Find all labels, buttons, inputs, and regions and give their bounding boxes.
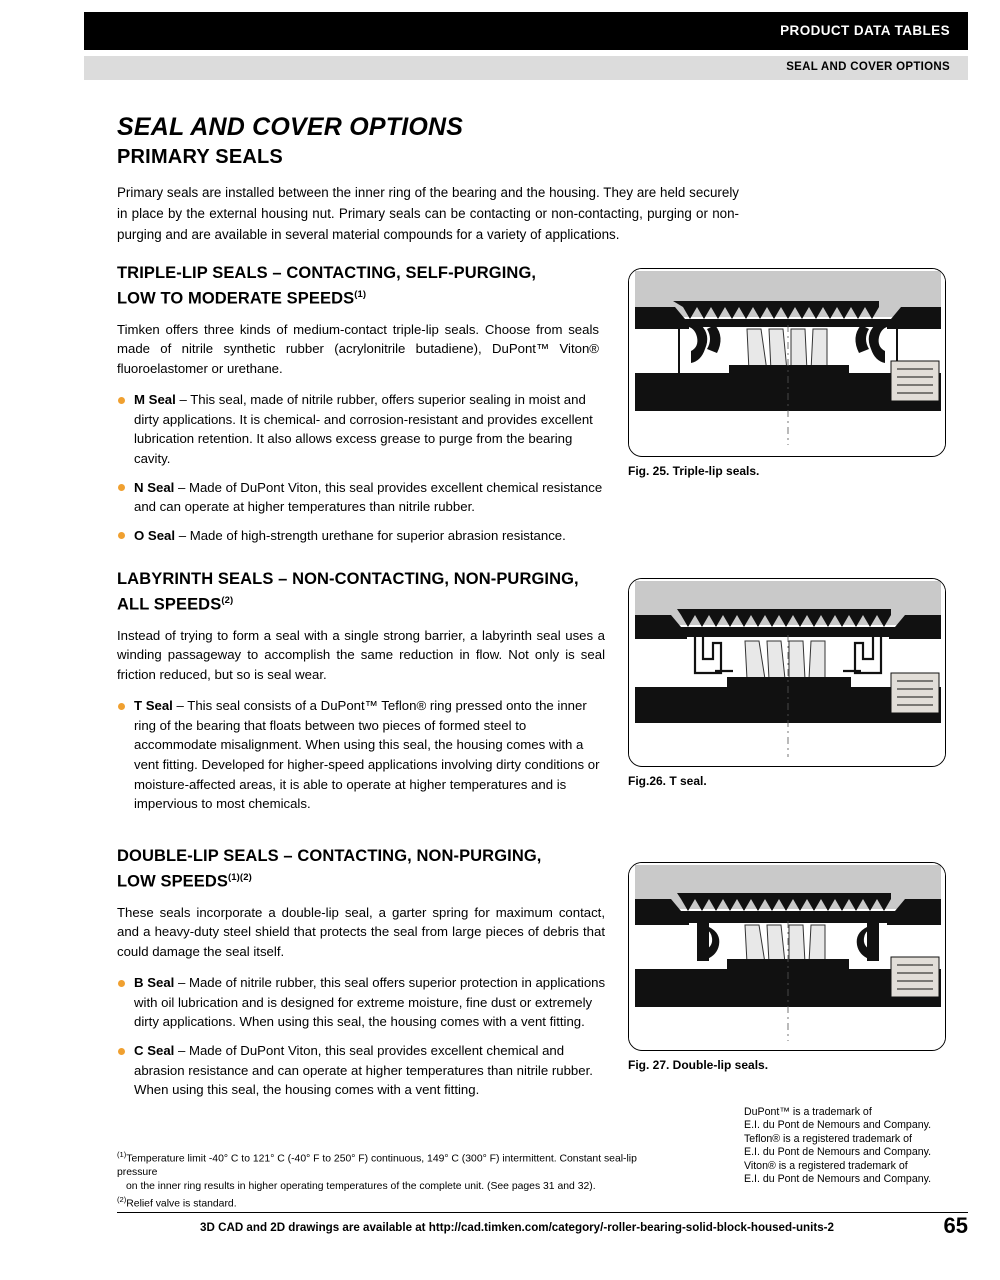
figure-triple-lip-seals <box>628 268 946 478</box>
bullet-label: B Seal <box>134 975 175 991</box>
section-heading <box>117 845 609 893</box>
section-heading-line1: DOUBLE-LIP SEALS – CONTACTING, NON-PURGING, <box>117 847 542 865</box>
triple-lip-seal-diagram <box>629 269 946 451</box>
header-subtitle: SEAL AND COVER OPTIONS <box>786 61 950 73</box>
bullet-label: M Seal <box>134 392 176 408</box>
bullet-label: T Seal <box>134 698 173 714</box>
header-subbar <box>84 56 968 80</box>
footnote-2 <box>117 1193 665 1211</box>
figure-caption: Fig. 25. Triple-lip seals. <box>628 464 760 478</box>
footnote-1-line1: Temperature limit -40° C to 121° C (-40° F to 250° F) continuous, 149° C (300° F) intermittent. Constant seal-lip pressure <box>117 1153 637 1179</box>
trademark-notice <box>744 1106 974 1186</box>
bullet-text: – This seal, made of nitrile rubber, offers superior sealing in moist and dirty applications. It is chemical- and corrosion-resistant and provides excellent lubrication retention. It also allows excess grease to purge from the bearing cavity. <box>134 392 593 467</box>
section-heading-line2: LOW TO MODERATE SPEEDS <box>117 289 355 308</box>
section-double-lip-seals <box>117 845 609 1109</box>
section-heading-footnote-ref: (1) <box>354 289 367 300</box>
trademark-line: E.I. du Pont de Nemours and Company. <box>744 1146 932 1159</box>
trademark-line: E.I. du Pont de Nemours and Company. <box>744 1173 932 1186</box>
section-heading <box>117 262 609 310</box>
section-body: Instead of trying to form a seal with a single strong barrier, a labyrinth seal uses a winding passageway to accomplish the same reduction in flow. Not only is seal friction reduced, but so is seal wear. <box>117 627 605 682</box>
figure-t-seal <box>628 578 946 788</box>
section-heading-line1: TRIPLE-LIP SEALS – CONTACTING, SELF-PURGING, <box>117 264 537 282</box>
section-bullet-list <box>117 390 609 545</box>
trademark-line: E.I. du Pont de Nemours and Company. <box>744 1119 932 1132</box>
footnote-2-text: Relief valve is standard. <box>126 1198 237 1210</box>
section-labyrinth-seals <box>117 568 609 823</box>
header-title: PRODUCT DATA TABLES <box>780 23 950 38</box>
footnote-1 <box>117 1148 665 1193</box>
section-heading-footnote-ref: (2) <box>221 595 234 606</box>
page-number: 65 <box>943 1213 968 1238</box>
figure-image-frame <box>628 862 946 1051</box>
bullet-label: O Seal <box>134 527 176 543</box>
bullet-label: N Seal <box>134 479 175 495</box>
t-seal-diagram <box>629 579 946 761</box>
section-heading-line2: ALL SPEEDS <box>117 595 222 614</box>
section-heading <box>117 568 609 616</box>
double-lip-seal-diagram <box>629 863 946 1045</box>
list-item <box>117 696 609 814</box>
footer-note: 3D CAD and 2D drawings are available at http://cad.timken.com/category/-roller-bearing-solid-block-housed-units-2 <box>200 1221 834 1234</box>
list-item <box>117 973 609 1032</box>
page-subtitle: PRIMARY SEALS <box>117 146 283 168</box>
intro-paragraph: Primary seals are installed between the inner ring of the bearing and the housing. They are held securely in place by the external housing nut. Primary seals can be contacting or non-contacting, purging or non-purging and are available in several material compounds for a variety of applications. <box>117 185 739 242</box>
section-body: Timken offers three kinds of medium-contact triple-lip seals. Choose from seals made of nitrile synthetic rubber (acrylonitrile butadiene), DuPont™ Viton® fluoroelastomer or urethane. <box>117 321 599 376</box>
footnotes <box>117 1148 665 1211</box>
list-item <box>117 526 609 546</box>
figure-image-frame <box>628 268 946 457</box>
bullet-text: – Made of DuPont Viton, this seal provides excellent chemical resistance and can operate at higher temperatures than nitrile rubber. <box>134 479 603 515</box>
figure-caption: Fig.26. T seal. <box>628 774 707 788</box>
list-item <box>117 478 609 517</box>
section-heading-line2: LOW SPEEDS <box>117 872 229 891</box>
bullet-text: – Made of high-strength urethane for superior abrasion resistance. <box>175 527 566 543</box>
footnote-2-marker: (2) <box>117 1195 127 1205</box>
trademark-line: Teflon® is a registered trademark of <box>744 1132 912 1145</box>
list-item <box>117 1041 609 1100</box>
bullet-text: – This seal consists of a DuPont™ Teflon® ring pressed onto the inner ring of the bearing that floats between two pieces of formed steel to accommodate misalignment. When using this seal, the housing comes with a vent fitting. Developed for higher-speed applications involving dirty conditions or moisture-affected areas, it is able to operate at higher temperatures and is impervious to most chemicals. <box>134 698 600 812</box>
header-bar <box>84 12 968 50</box>
figure-double-lip-seals <box>628 862 946 1072</box>
section-triple-lip-seals <box>117 262 609 554</box>
section-heading-line1: LABYRINTH SEALS – NON-CONTACTING, NON-PURGING, <box>117 570 579 588</box>
bullet-label: C Seal <box>134 1043 175 1059</box>
footnote-1-line2: on the inner ring results in higher operating temperatures of the complete unit. (See pages 31 and 32). <box>126 1180 596 1192</box>
bullet-text: – Made of DuPont Viton, this seal provides excellent chemical and abrasion resistance and can operate at higher temperatures than nitrile rubber. When using this seal, the housing comes with a vent fitting. <box>134 1043 593 1098</box>
trademark-line: Viton® is a registered trademark of <box>744 1159 908 1172</box>
list-item <box>117 390 609 468</box>
figure-caption: Fig. 27. Double-lip seals. <box>628 1058 769 1072</box>
footer-divider <box>117 1212 968 1213</box>
section-bullet-list <box>117 696 609 814</box>
figure-image-frame <box>628 578 946 767</box>
page-title: SEAL AND COVER OPTIONS <box>117 113 464 141</box>
section-bullet-list <box>117 973 609 1100</box>
footnote-1-marker: (1) <box>117 1150 127 1159</box>
bullet-text: – Made of nitrile rubber, this seal offers superior protection in applications with oil lubrication and is designed for extreme moisture, fine dust or extremely dirty applications. When using this seal, the housing comes with a vent fitting. <box>134 975 606 1030</box>
trademark-line: DuPont™ is a trademark of <box>744 1106 872 1118</box>
section-heading-footnote-ref: (1)(2) <box>228 872 252 883</box>
section-body: These seals incorporate a double-lip seal, a garter spring for maximum contact, and a heavy-duty steel shield that protects the seal from large pieces of debris that could damage the seal itself. <box>117 904 605 959</box>
